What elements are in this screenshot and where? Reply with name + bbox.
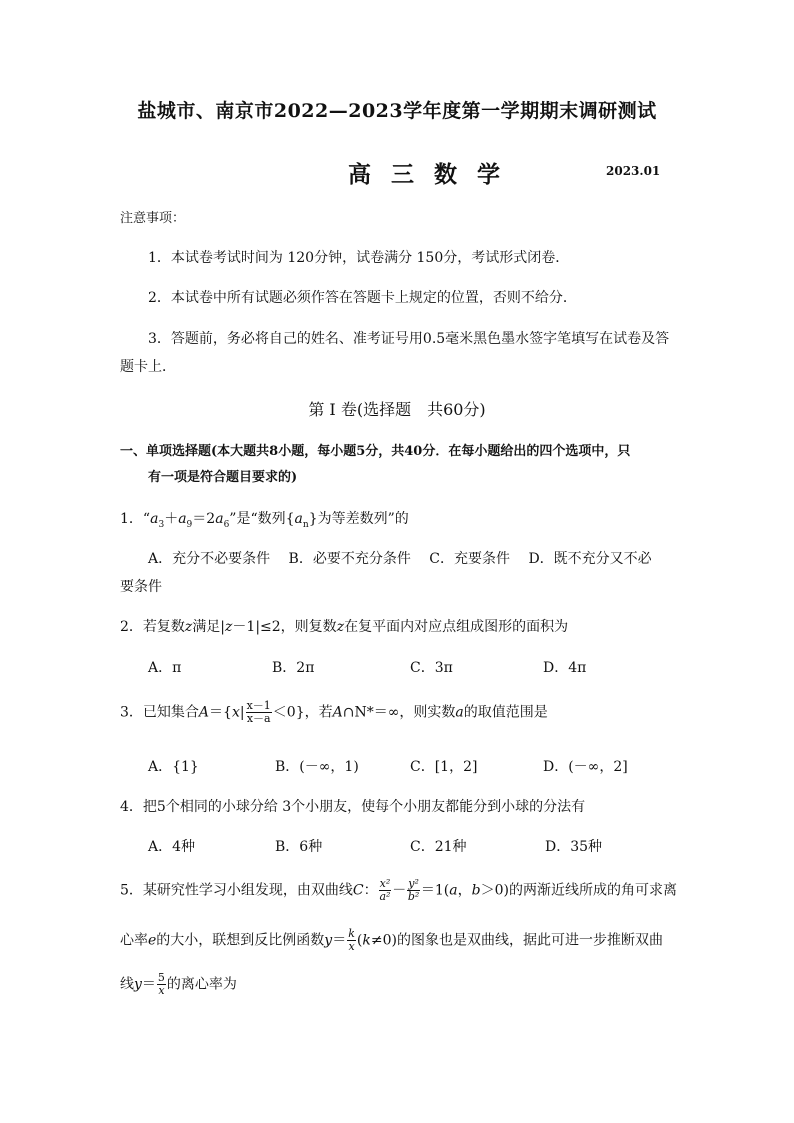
question-2-option-c: C．3π [410, 660, 453, 676]
question-2-option-d: D．4π [543, 660, 587, 676]
question-4-option-c: C．21种 [410, 839, 467, 855]
question-4-option-d: D．35种 [545, 839, 603, 855]
question-2-option-a: A．π [148, 660, 182, 676]
subject-title: 高 三 数 学 [348, 161, 507, 188]
question-2: 2．若复数z满足|z－1|≤2，则复数z在复平面内对应点组成图形的面积为 [120, 619, 569, 635]
question-3: 3．已知集合A＝{x| $\frac{x-1}{x-a}$ ＜0}，若A∩N*＝∞，则实数a的取值范围是 [120, 699, 548, 725]
question-3-option-a: A．{1} [148, 759, 199, 775]
question-5-line-2: 心率e的大小，联想到反比例函数y＝ $\frac{k}{x}$ (k≠0)的图象也是双曲线，据此可进一步推断双曲 [120, 927, 663, 953]
section-title: 第 Ⅰ 卷(选择题 共60分) [308, 400, 486, 419]
question-4-option-a: A．4种 [148, 839, 196, 855]
note-item: 1．本试卷考试时间为 120分钟，试卷满分 150分，考试形式闭卷． [148, 250, 570, 266]
question-3-option-d: D．(－∞，2] [543, 759, 628, 775]
question-3-option-b: B．(－∞，1) [275, 759, 359, 775]
question-4: 4．把5个相同的小球分给 3个小朋友，使每个小朋友都能分到小球的分法有 [120, 799, 586, 815]
question-1: 1．“$a_3+a_9=2a_6$”是“数列$\{a_n\}$为等差数列”的 [120, 511, 409, 530]
question-1-options-wrap: 要条件 [120, 579, 162, 595]
fraction: $\frac{\text{x²}}{\text{a²}}$ [379, 877, 391, 903]
note-item-wrap: 题卡上． [120, 359, 176, 375]
section-instructions: 一、单项选择题(本大题共8小题，每小题5分，共40分．在每小题给出的四个选项中，只 [120, 444, 631, 459]
notes-heading: 注意事项： [120, 211, 186, 226]
fraction: $\frac{k}{x}$ [348, 927, 355, 953]
note-item: 2．本试卷中所有试题必须作答在答题卡上规定的位置，否则不给分． [148, 290, 577, 306]
question-1-options: A．充分不必要条件 B．必要不充分条件 C．充要条件 D．既不充分又不必 [148, 551, 652, 567]
fraction: $\frac{\text{y²}}{\text{b²}}$ [407, 877, 420, 903]
section-instructions-wrap: 有一项是符合题目要求的) [148, 470, 298, 485]
fraction: $\frac{x-1}{x-a}$ [246, 699, 271, 725]
question-5-line-3: 线y＝ $\frac{5}{x}$ 的离心率为 [120, 971, 237, 997]
fraction: $\frac{5}{x}$ [157, 971, 165, 997]
exam-title: 盐城市、南京市2022—2023学年度第一学期期末调研测试 [137, 100, 657, 122]
note-item: 3．答题前，务必将自己的姓名、准考证号用0.5毫米黑色墨水签字笔填写在试卷及答 [148, 331, 670, 347]
question-5: 5．某研究性学习小组发现，由双曲线C： $\frac{\text{x²}}{\text{a²}}$ － $\frac{\text{y²}}{\text{b²}}$ ＝1(a，b＞0)的两渐近线所成的角可求离 [120, 877, 677, 903]
exam-date: 2023.01 [606, 164, 661, 178]
question-2-option-b: B．2π [272, 660, 315, 676]
question-4-option-b: B．6种 [275, 839, 323, 855]
question-3-option-c: C．[1，2] [410, 759, 478, 775]
